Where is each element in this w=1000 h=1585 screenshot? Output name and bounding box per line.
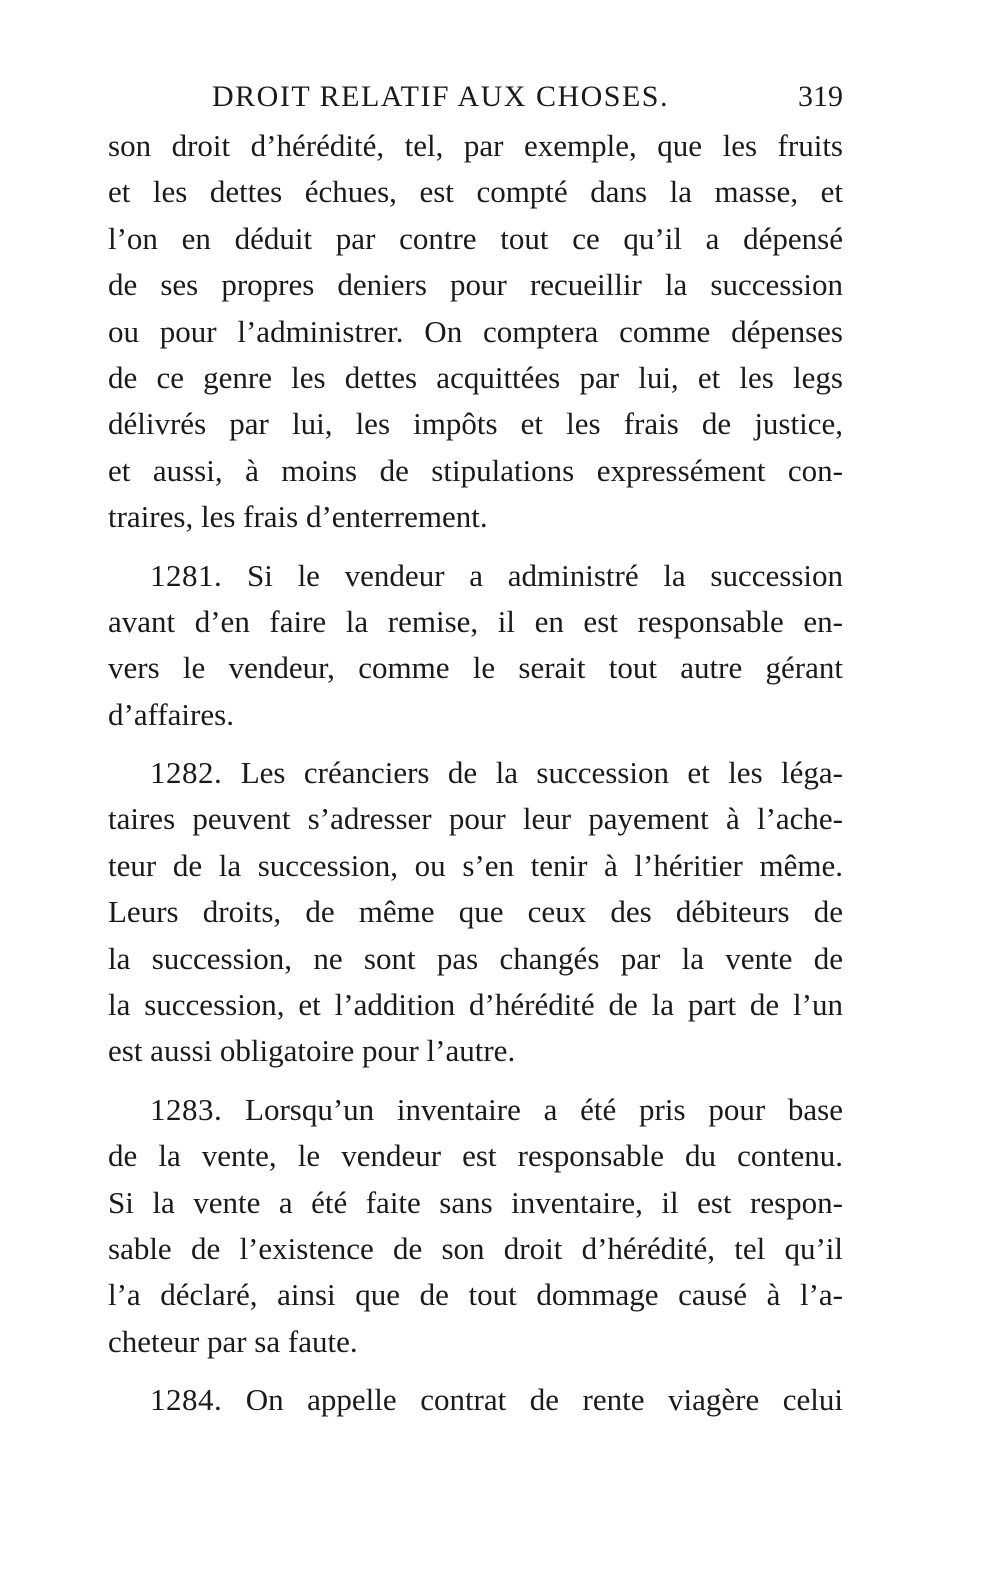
text-line: de ce genre les dettes acquittées par lui, et les legs [108, 359, 843, 395]
running-title: DROIT RELATIF AUX CHOSES. [212, 80, 669, 113]
paragraph-continuation [108, 123, 843, 541]
text-line-content: Lorsqu’un inventaire a été pris pour base [245, 1091, 843, 1127]
text-line [108, 1087, 843, 1133]
article-1283 [108, 1087, 843, 1365]
text-line: et aussi, à moins de stipulations expressément con- [108, 452, 843, 488]
text-line: la succession, ne sont pas changés par la vente de [108, 940, 843, 976]
text-line: est aussi obligatoire pour l’autre. [108, 1033, 516, 1069]
article-number: 1282. [150, 755, 223, 791]
text-line: son droit d’hérédité, tel, par exemple, que les fruits [108, 128, 843, 163]
article-number: 1284. [150, 1382, 223, 1418]
text-line [108, 750, 843, 796]
text-line: de la vente, le vendeur est responsable du contenu. [108, 1138, 843, 1174]
text-line: avant d’en faire la remise, il en est responsable en- [108, 603, 843, 639]
article-1282 [108, 750, 843, 1075]
text-line: Leurs droits, de même que ceux des débiteurs de [108, 894, 843, 930]
text-line: de ses propres deniers pour recueillir la succession [108, 267, 843, 303]
text-line-content: Les créanciers de la succession et les léga- [240, 755, 843, 791]
text-line [108, 553, 843, 599]
text-line-content: On appelle contrat de rente viagère celui [245, 1382, 843, 1418]
text-line: teur de la succession, ou s’en tenir à l’héritier même. [108, 847, 843, 883]
text-line-content: Si le vendeur a administré la succession [246, 557, 843, 593]
text-line: Si la vente a été faite sans inventaire, il est respon- [108, 1184, 843, 1220]
text-line: la succession, et l’addition d’hérédité de la part de l’un [108, 987, 843, 1023]
text-line: cheteur par sa faute. [108, 1323, 358, 1359]
text-line: ou pour l’administrer. On comptera comme dépenses [108, 313, 843, 349]
page-number: 319 [798, 80, 843, 113]
article-number: 1281. [150, 557, 223, 593]
text-line: d’affaires. [108, 696, 234, 732]
article-number: 1283. [150, 1091, 223, 1127]
page-body [108, 123, 843, 1424]
text-line: sable de l’existence de son droit d’hérédité, tel qu’il [108, 1230, 843, 1266]
text-line: l’on en déduit par contre tout ce qu’il a dépensé [108, 220, 843, 256]
text-line: l’a déclaré, ainsi que de tout dommage causé à l’a- [108, 1277, 843, 1313]
text-line: vers le vendeur, comme le serait tout autre gérant [108, 650, 843, 686]
text-line: traires, les frais d’enterrement. [108, 499, 488, 535]
text-line: délivrés par lui, les impôts et les frais de justice, [108, 406, 843, 442]
text-line: taires peuvent s’adresser pour leur payement à l’ache- [108, 801, 843, 837]
article-1284 [108, 1377, 843, 1423]
text-line: et les dettes échues, est compté dans la masse, et [108, 174, 843, 210]
article-1281 [108, 553, 843, 739]
text-line [108, 1377, 843, 1423]
page-header [108, 76, 843, 118]
